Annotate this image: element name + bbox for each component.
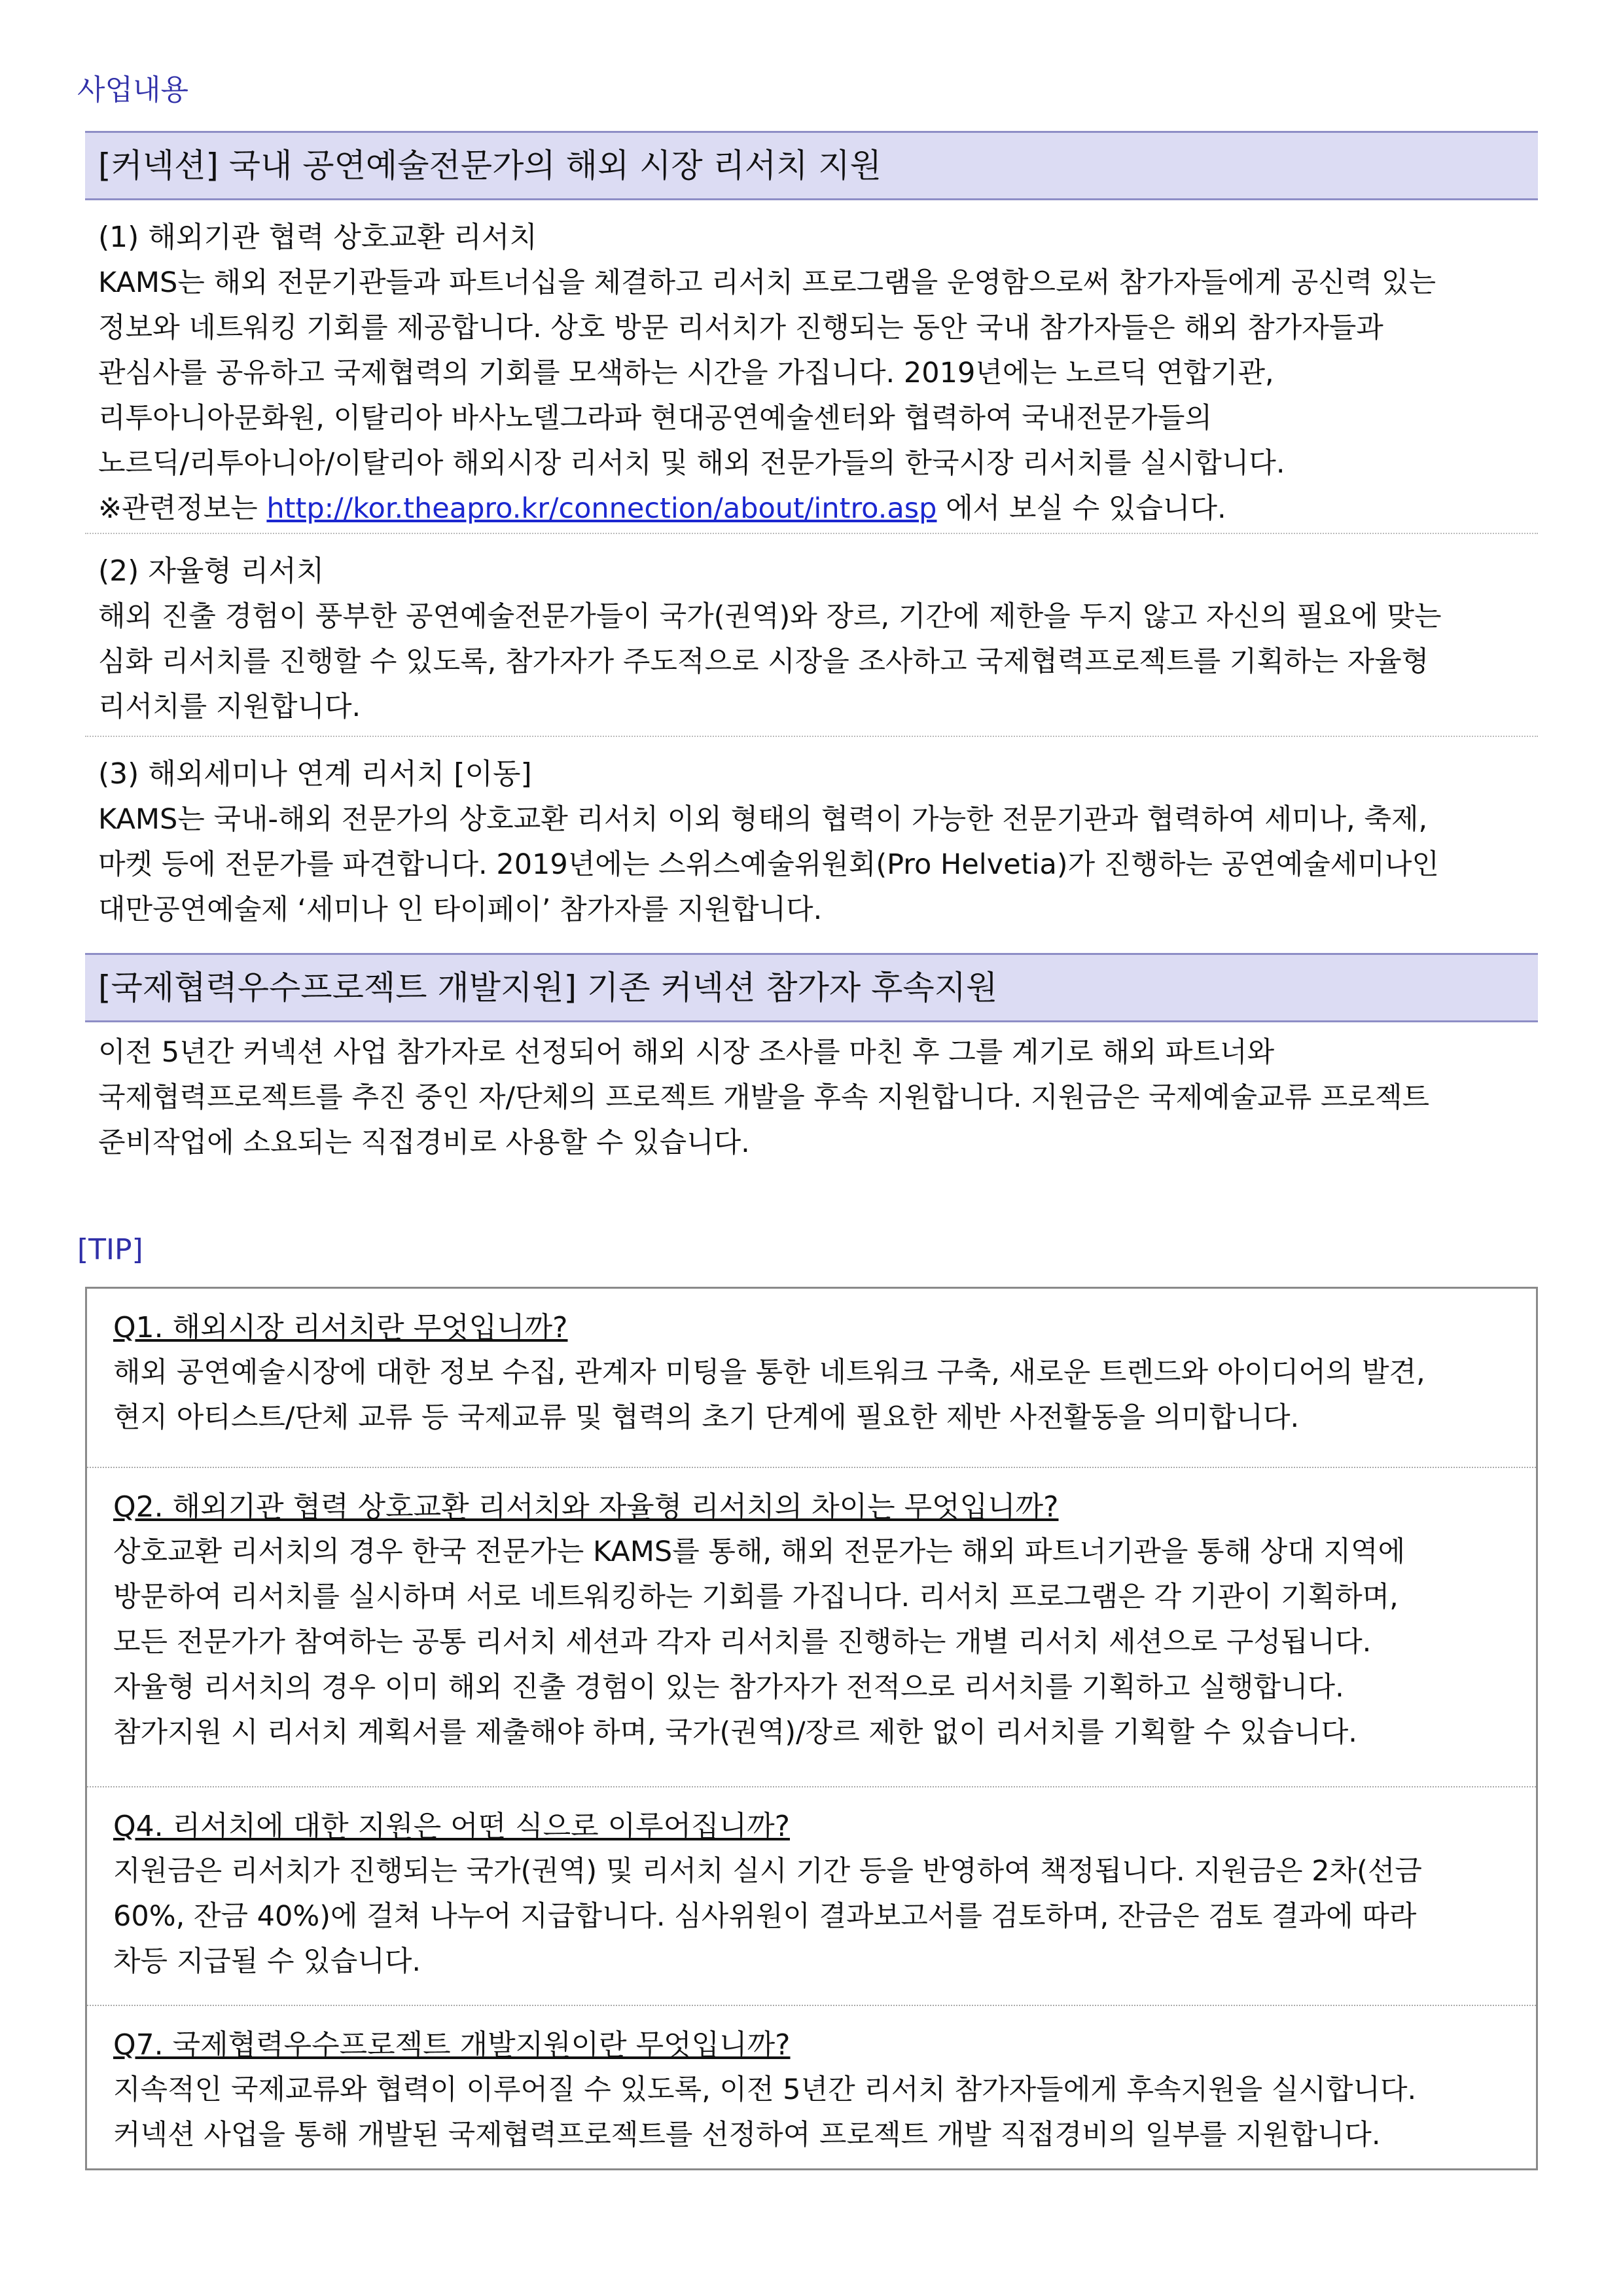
- tip-answer-line: 모든 전문가가 참여하는 공통 리서치 세션과 각자 리서치를 진행하는 개별 리서치 세션으로 구성됩니다.: [113, 1626, 1372, 1659]
- body-line: 이전 5년간 커넥션 사업 참가자로 선정되어 해외 시장 조사를 마친 후 그를 계기로 해외 파트너와: [98, 1036, 1275, 1069]
- tip-answer-line: 차등 지급될 수 있습니다.: [113, 1945, 421, 1978]
- tip-answer-line: 60%, 잔금 40%)에 걸쳐 나누어 지급합니다. 심사위원이 결과보고서를 검토하며, 잔금은 검토 결과에 따라: [113, 1900, 1417, 1933]
- excellent-heading: [국제협력우수프로젝트 개발지원] 기존 커넥션 참가자 후속지원: [85, 953, 1538, 1022]
- item-line: 심화 리서치를 진행할 수 있도록, 참가자가 주도적으로 시장을 조사하고 국제협력프로젝트를 기획하는 자율형: [98, 645, 1429, 678]
- tip-q4: [87, 1787, 1536, 2006]
- related-info-note: [98, 486, 1525, 531]
- item-line: 마켓 등에 전문가를 파견합니다. 2019년에는 스위스예술위원회(Pro Helvetia)가 진행하는 공연예술세미나인: [98, 848, 1439, 881]
- item-line: 노르딕/리투아니아/이탈리아 해외시장 리서치 및 해외 전문가들의 한국시장 리서치를 실시합니다.: [98, 447, 1285, 480]
- tip-answer-line: 현지 아티스트/단체 교류 등 국제교류 및 협력의 초기 단계에 필요한 제반 사전활동을 의미합니다.: [113, 1401, 1300, 1434]
- tip-answer-line: 방문하여 리서치를 실시하며 서로 네트워킹하는 기회를 가집니다. 리서치 프로그램은 각 기관이 기획하며,: [113, 1581, 1399, 1613]
- item-title: (3) 해외세미나 연계 리서치 [이동]: [98, 757, 532, 791]
- item-line: 대만공연예술제 ‘세미나 인 타이페이’ 참가자를 지원합니다.: [98, 893, 823, 926]
- connection-section: [85, 131, 1538, 953]
- tip-box: [85, 1287, 1538, 2170]
- body-line: 준비작업에 소요되는 직접경비로 사용할 수 있습니다.: [98, 1126, 750, 1159]
- item-line: KAMS는 국내-해외 전문가의 상호교환 리서치 이외 형태의 협력이 가능한 전문기관과 협력하여 세미나, 축제,: [98, 803, 1428, 836]
- connection-item-1: [85, 200, 1538, 534]
- tip-answer-line: 해외 공연예술시장에 대한 정보 수집, 관계자 미팅을 통한 네트워크 구축, 새로운 트렌드와 아이디어의 발견,: [113, 1356, 1425, 1389]
- item-title: (2) 자율형 리서치: [98, 554, 325, 588]
- connection-item-2: [85, 534, 1538, 737]
- tip-q1: [87, 1289, 1536, 1468]
- note-suffix: 에서 보실 수 있습니다.: [936, 492, 1226, 525]
- section-title: 사업내용: [77, 73, 189, 107]
- tip-question: Q2. 해외기관 협력 상호교환 리서치와 자율형 리서치의 차이는 무엇입니까?: [113, 1490, 1059, 1524]
- item-line: 관심사를 공유하고 국제협력의 기회를 모색하는 시간을 가집니다. 2019년에는 노르딕 연합기관,: [98, 357, 1274, 389]
- tip-answer-line: 지속적인 국제교류와 협력이 이루어질 수 있도록, 이전 5년간 리서치 참가자들에게 후속지원을 실시합니다.: [113, 2073, 1417, 2106]
- tip-question: Q1. 해외시장 리서치란 무엇입니까?: [113, 1311, 568, 1344]
- tip-answer-line: 참가지원 시 리서치 계획서를 제출해야 하며, 국가(권역)/장르 제한 없이 리서치를 기획할 수 있습니다.: [113, 1716, 1357, 1749]
- item-line: 해외 진출 경험이 풍부한 공연예술전문가들이 국가(권역)와 장르, 기간에 제한을 두지 않고 자신의 필요에 맞는: [98, 600, 1442, 633]
- item-line: 정보와 네트워킹 기회를 제공합니다. 상호 방문 리서치가 진행되는 동안 국내 참가자들은 해외 참가자들과: [98, 312, 1383, 344]
- note-prefix: ※관련정보는: [98, 492, 267, 525]
- excellent-body: [85, 1022, 1538, 1166]
- tip-answer-line: 상호교환 리서치의 경우 한국 전문가는 KAMS를 통해, 해외 전문가는 해외 파트너기관을 통해 상대 지역에: [113, 1535, 1406, 1568]
- item-line: KAMS는 해외 전문기관들과 파트너십을 체결하고 리서치 프로그램을 운영함으로써 참가자들에게 공신력 있는: [98, 266, 1436, 299]
- tip-q7: [87, 2006, 1536, 2175]
- connection-item-3: [85, 737, 1538, 953]
- tip-label: [TIP]: [77, 1233, 143, 1266]
- excellent-project-section: [85, 953, 1538, 1166]
- item-title: (1) 해외기관 협력 상호교환 리서치: [98, 221, 537, 254]
- tip-answer-line: 커넥션 사업을 통해 개발된 국제협력프로젝트를 선정하여 프로젝트 개발 직접경비의 일부를 지원합니다.: [113, 2119, 1381, 2151]
- item-line: 리투아니아문화원, 이탈리아 바사노델그라파 현대공연예술센터와 협력하여 국내전문가들의: [98, 402, 1212, 435]
- connection-heading: [커넥션] 국내 공연예술전문가의 해외 시장 리서치 지원: [85, 131, 1538, 200]
- item-line: 리서치를 지원합니다.: [98, 691, 361, 723]
- body-line: 국제협력프로젝트를 추진 중인 자/단체의 프로젝트 개발을 후속 지원합니다. 지원금은 국제예술교류 프로젝트: [98, 1081, 1430, 1114]
- intro-link[interactable]: http://kor.theapro.kr/connection/about/intro.asp: [266, 492, 937, 525]
- tip-q2: [87, 1468, 1536, 1787]
- tip-answer-line: 지원금은 리서치가 진행되는 국가(권역) 및 리서치 실시 기간 등을 반영하여 책정됩니다. 지원금은 2차(선금: [113, 1855, 1422, 1888]
- tip-answer-line: 자율형 리서치의 경우 이미 해외 진출 경험이 있는 참가자가 전적으로 리서치를 기획하고 실행합니다.: [113, 1671, 1344, 1704]
- tip-question: Q7. 국제협력우수프로젝트 개발지원이란 무엇입니까?: [113, 2028, 791, 2062]
- tip-question: Q4. 리서치에 대한 지원은 어떤 식으로 이루어집니까?: [113, 1810, 790, 1843]
